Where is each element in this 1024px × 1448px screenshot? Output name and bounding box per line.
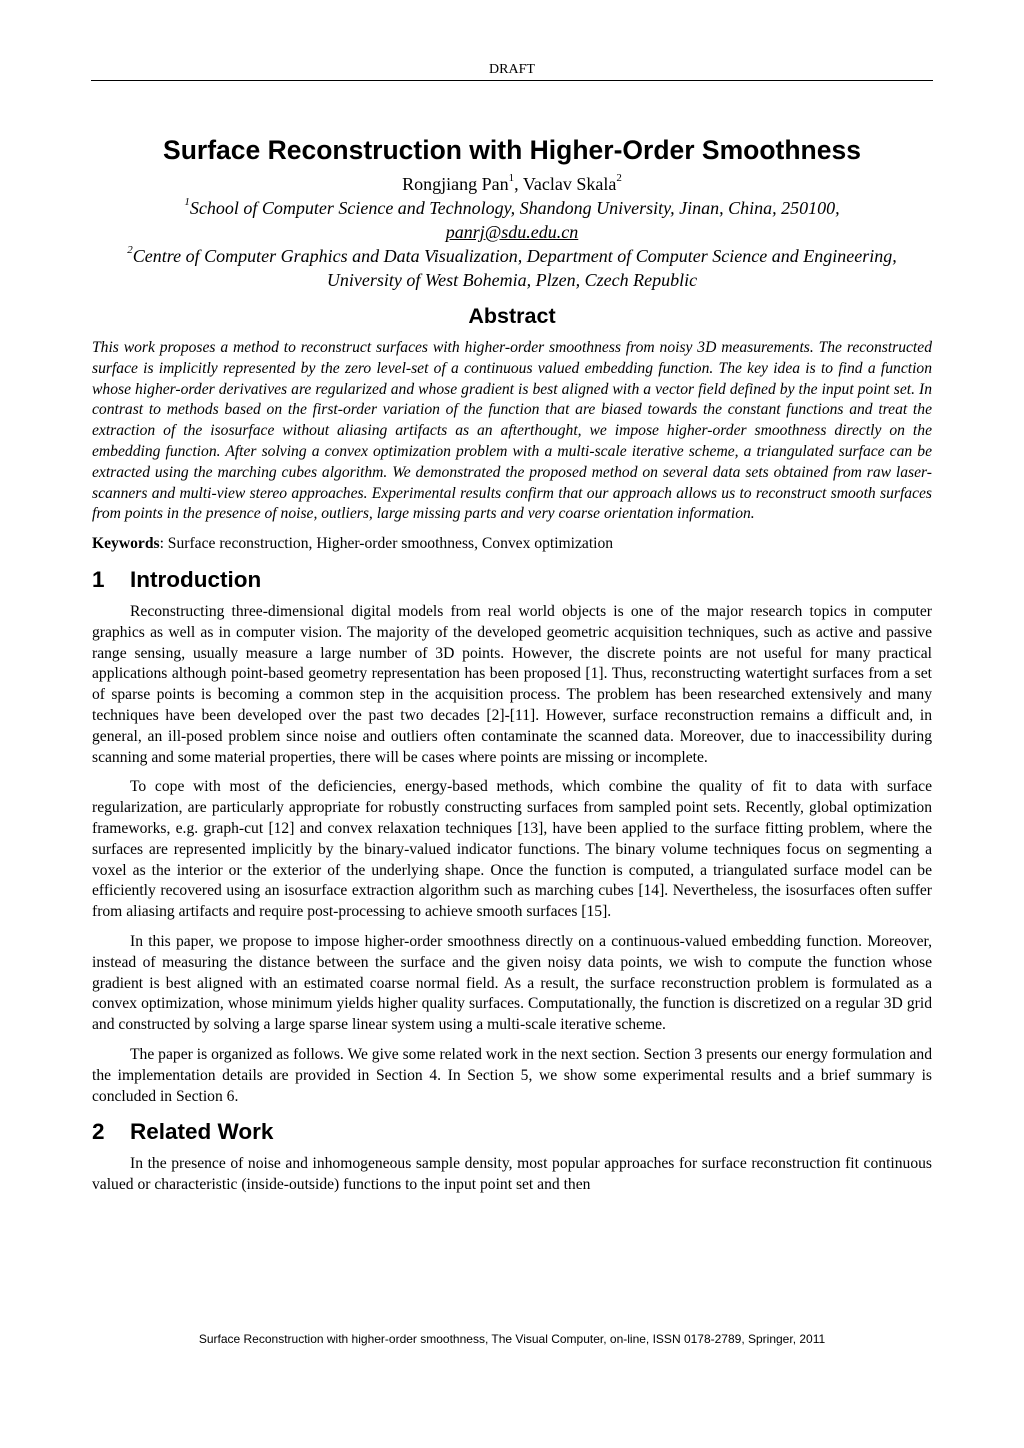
email-link[interactable]: panrj@sdu.edu.cn: [445, 222, 579, 242]
section-heading: [92, 565, 932, 595]
author-name: Rongjiang Pan: [402, 174, 509, 194]
section-number: 2: [92, 1119, 105, 1145]
author-affiliation-mark: 1: [508, 172, 515, 184]
affiliation-text: Centre of Computer Graphics and Data Visualization, Department of Computer Science and Engineering, University of West Bohemia, Plzen, Czech Republic: [132, 246, 897, 290]
abstract-text: This work proposes a method to reconstruct surfaces with higher-order smoothness from noisy 3D measurements. The reconstructed surface is implicitly represented by the zero level-set of a continuous valued embedding function. The key idea is to find a function whose higher-order derivatives are regularized and whose gradient is best aligned with a vector field defined by the input point set. In contrast to methods based on the first-order variation of the function that are biased towards the constant functions and treat the extraction of the isosurface without aliasing artifacts as an afterthought, we impose higher-order smoothness directly on the embedding function. After solving a convex optimization problem with a multi-scale iterative scheme, a triangulated surface can be extracted using the marching cubes algorithm. We demonstrated the proposed method on several data sets obtained from raw laser-scanners and multi-view stereo approaches. Experimental results confirm that our approach allows us to reconstruct smooth surfaces from points in the presence of noise, outliers, large missing parts and very coarse orientation information.: [92, 339, 932, 523]
author-separator: ,: [514, 174, 523, 194]
affiliation-text: School of Computer Science and Technology, Shandong University, Jinan, China, 250100,: [189, 198, 840, 218]
running-head: DRAFT: [489, 62, 535, 77]
affiliation: [92, 244, 932, 292]
keywords-label: Keywords: [92, 535, 160, 553]
paragraph: In this paper, we propose to impose higher-order smoothness directly on a continuous-valued embedding function. Moreover, instead of measuring the distance between the surface and the given noisy data points, we wish to compute the function whose gradient is best aligned with an estimated coarse normal field. As a result, the surface reconstruction problem is formulated as a convex optimization, whose minimum yields higher quality surfaces. Computationally, the function is discretized on a regular 3D grid and constructed by solving a large sparse linear system using a multi-scale iterative scheme.: [92, 932, 932, 1034]
paragraph: Reconstructing three-dimensional digital models from real world objects is one of the major research topics in computer graphics as well as in computer vision. The majority of the developed geometric acquisition techniques, such as active and passive range sensing, usually measure a large number of 3D points. However, the discrete points are not useful for many practical applications although point-based geometry representation has been proposed [1]. Thus, reconstructing watertight surfaces from a set of sparse points is becoming a common step in the acquisition process. The problem has been researched extensively and many techniques have been developed over the past two decades [2]-[11]. However, surface reconstruction remains a difficult and, in general, an ill-posed problem since noise and outliers often contaminate the scanned data. Moreover, due to inaccessibility during scanning and some material properties, there will be cases where points are missing or incomplete.: [92, 602, 932, 766]
author-line: [92, 172, 932, 196]
author-affiliation-mark: 2: [616, 172, 622, 184]
abstract-heading: Abstract: [468, 304, 556, 328]
section-heading: [92, 1117, 932, 1147]
author-name: Vaclav Skala: [522, 174, 617, 194]
paragraph: To cope with most of the deficiencies, energy-based methods, which combine the quality of fit to data with surface regularization, are particularly appropriate for robustly constructing surfaces from sampled point sets. Recently, global optimization frameworks, e.g. graph-cut [12] and convex relaxation techniques [13], have been applied to the surface fitting problem, where the surfaces are represented implicitly by the binary-valued indicator functions. The binary volume techniques focus on segmenting a voxel as the interior or the exterior of the underlying shape. Once the function is computed, a triangulated surface model can be efficiently recovered using an isosurface extraction algorithm such as marching cubes [14]. Nevertheless, the isosurfaces often suffer from aliasing artifacts and require post-processing to achieve smooth surfaces [15].: [92, 778, 932, 921]
affiliation-mark: 2: [127, 244, 133, 256]
section-number: 1: [92, 566, 105, 592]
paragraph: In the presence of noise and inhomogeneous sample density, most popular approaches for surface reconstruction fit continuous valued or characteristic (inside-outside) functions to the input point set and then: [92, 1155, 932, 1194]
page-footer: Surface Reconstruction with higher-order smoothness, The Visual Computer, on-line, ISSN 0178-2789, Springer, 2011: [198, 1332, 826, 1346]
section-title: Related Work: [130, 1119, 274, 1145]
section-title: Introduction: [130, 566, 262, 592]
affiliation: [92, 196, 932, 244]
paper-body: [92, 134, 932, 1205]
affiliation-mark: 1: [184, 196, 190, 208]
header-rule: [91, 80, 933, 81]
paper-title: Surface Reconstruction with Higher-Order Smoothness: [163, 135, 861, 165]
keywords-text: : Surface reconstruction, Higher-order smoothness, Convex optimization: [159, 535, 614, 553]
keywords: [92, 534, 932, 555]
paragraph: The paper is organized as follows. We give some related work in the next section. Section 3 presents our energy formulation and the implementation details are provided in Section 4. In Section 5, we show some experimental results and a brief summary is concluded in Section 6.: [92, 1045, 932, 1105]
